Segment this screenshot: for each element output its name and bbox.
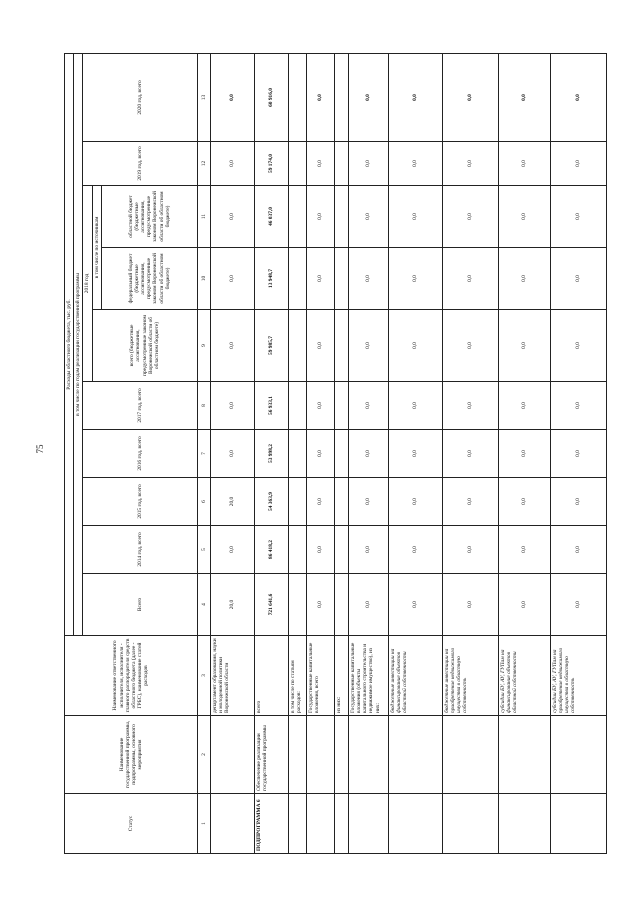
row-value: 0,0: [442, 53, 498, 141]
row-status: [498, 794, 550, 854]
row-value: 0,0: [348, 526, 388, 574]
column-index: 12: [197, 142, 210, 186]
row-value: 53 998,2: [254, 430, 288, 478]
row-value: 0,0: [550, 382, 606, 430]
row-value: 0,0: [498, 53, 550, 141]
row-value: 0,0: [550, 186, 606, 248]
row-value: 0,0: [210, 310, 254, 382]
row-value: [334, 53, 348, 141]
header-2018-regional: областной бюджет (бюджетные ассигнования, предусмотренные законом Воронежской области об областном бюджете): [101, 186, 197, 248]
row-executor: субсидии БУ, АУ, ГУПам на финансирование объектов областной собственности: [498, 636, 550, 716]
row-value: [288, 526, 306, 574]
row-value: 0,0: [388, 186, 442, 248]
row-program: [442, 716, 498, 794]
column-index: 6: [197, 478, 210, 526]
row-executor: субсидии БУ, АУ, ГУПам на приобретение недвижимого имущества в областную собственность: [550, 636, 606, 716]
header-expenses-sub: в том числе по годам реализации государственной программы: [74, 53, 83, 635]
row-executor: из них:: [334, 636, 348, 716]
row-value: 0,0: [388, 248, 442, 310]
row-value: 0,0: [498, 142, 550, 186]
row-value: [334, 430, 348, 478]
row-value: 0,0: [348, 430, 388, 478]
row-value: [288, 382, 306, 430]
row-value: [288, 478, 306, 526]
header-in-sources: в том числе по источникам: [92, 186, 101, 310]
row-executor: департамент образования, науки и молодежной политики Воронежской области: [210, 636, 254, 716]
row-value: 0,0: [306, 310, 334, 382]
header-program: Наименование государственной программы, подпрограммы, основного мероприятия: [65, 716, 198, 794]
row-value: 0,0: [348, 310, 388, 382]
row-value: 20,0: [210, 478, 254, 526]
row-status: [306, 794, 334, 854]
row-value: [288, 248, 306, 310]
row-value: 0,0: [306, 574, 334, 636]
row-value: 0,0: [442, 186, 498, 248]
table-row: [550, 53, 606, 853]
row-value: 0,0: [498, 526, 550, 574]
row-executor: бюджетные инвестиции на финансирование объектов областной собственности: [388, 636, 442, 716]
column-index: 4: [197, 574, 210, 636]
header-2018-total: всего (бюджетные ассигнования, предусмотренные законом Воронежской области об областном бюджете): [92, 310, 197, 382]
table-row: [388, 53, 442, 853]
row-value: 0,0: [388, 526, 442, 574]
row-value: 0,0: [442, 526, 498, 574]
row-value: [288, 430, 306, 478]
row-value: 0,0: [348, 186, 388, 248]
row-value: 0,0: [498, 186, 550, 248]
row-value: 0,0: [306, 186, 334, 248]
header-2020: 2020 год, всего: [83, 53, 197, 141]
row-value: 0,0: [498, 382, 550, 430]
row-executor: всего: [254, 636, 288, 716]
row-status: ПОДПРОГРАММА 6: [254, 794, 288, 854]
column-index: 9: [197, 310, 210, 382]
row-value: 0,0: [550, 142, 606, 186]
row-status: [210, 794, 254, 854]
header-status: Статус: [65, 794, 198, 854]
row-value: 0,0: [442, 430, 498, 478]
column-index: 10: [197, 248, 210, 310]
row-program: [334, 716, 348, 794]
row-program: [210, 716, 254, 794]
row-status: [388, 794, 442, 854]
row-program: Обеспечение реализации государственной программы: [254, 716, 288, 794]
column-index: 13: [197, 53, 210, 141]
row-value: 59 985,7: [254, 310, 288, 382]
table-row: [288, 53, 306, 853]
column-index: 5: [197, 526, 210, 574]
row-value: 0,0: [210, 430, 254, 478]
row-value: 0,0: [388, 382, 442, 430]
row-value: 721 641,6: [254, 574, 288, 636]
row-value: [288, 574, 306, 636]
row-value: 0,0: [306, 382, 334, 430]
row-value: 0,0: [388, 478, 442, 526]
column-index: 3: [197, 636, 210, 716]
row-value: 0,0: [306, 526, 334, 574]
table-row: [498, 53, 550, 853]
row-value: 86 418,2: [254, 526, 288, 574]
row-value: 0,0: [210, 526, 254, 574]
budget-table: [64, 53, 607, 854]
column-index: 8: [197, 382, 210, 430]
row-value: [334, 478, 348, 526]
row-value: 0,0: [388, 430, 442, 478]
row-value: 0,0: [210, 186, 254, 248]
table-row: [254, 53, 288, 853]
row-program: [306, 716, 334, 794]
row-value: [334, 142, 348, 186]
row-value: 0,0: [306, 430, 334, 478]
row-value: 59 174,0: [254, 142, 288, 186]
row-value: 0,0: [550, 53, 606, 141]
row-value: [334, 248, 348, 310]
row-executor: в том числе по статьям расходов:: [288, 636, 306, 716]
row-status: [334, 794, 348, 854]
row-value: 0,0: [210, 248, 254, 310]
table-row: [334, 53, 348, 853]
header-2017: 2017 год, всего: [83, 382, 197, 430]
row-value: 0,0: [498, 574, 550, 636]
row-value: 0,0: [498, 310, 550, 382]
row-value: [334, 382, 348, 430]
header-2014: 2014 год, всего: [83, 526, 197, 574]
row-program: [388, 716, 442, 794]
row-program: [348, 716, 388, 794]
row-value: 0,0: [348, 478, 388, 526]
header-expenses-title: Расходы областного бюджета, тыс. руб.: [65, 53, 74, 635]
header-total: Всего: [83, 574, 197, 636]
row-value: 0,0: [306, 478, 334, 526]
row-program: [550, 716, 606, 794]
row-value: [334, 310, 348, 382]
row-value: 46 037,0: [254, 186, 288, 248]
row-value: 0,0: [348, 142, 388, 186]
row-value: 56 933,1: [254, 382, 288, 430]
row-status: [442, 794, 498, 854]
table-row: [210, 53, 254, 853]
table-row: [306, 53, 334, 853]
row-value: 0,0: [348, 382, 388, 430]
row-value: [334, 186, 348, 248]
column-index: 1: [197, 794, 210, 854]
row-value: [288, 142, 306, 186]
row-value: 0,0: [550, 248, 606, 310]
row-value: 0,0: [442, 142, 498, 186]
row-value: 0,0: [306, 53, 334, 141]
row-value: 0,0: [210, 142, 254, 186]
row-value: 0,0: [388, 310, 442, 382]
row-value: 0,0: [498, 478, 550, 526]
table-row: [348, 53, 388, 853]
row-value: 0,0: [210, 382, 254, 430]
row-value: 0,0: [210, 53, 254, 141]
row-value: 13 948,7: [254, 248, 288, 310]
row-executor: бюджетные инвестиции на приобретение недвижимого имущества в областную собственность: [442, 636, 498, 716]
row-value: 0,0: [306, 248, 334, 310]
header-2015: 2015 год, всего: [83, 478, 197, 526]
column-index: 2: [197, 716, 210, 794]
row-value: 20,0: [210, 574, 254, 636]
row-program: [498, 716, 550, 794]
row-executor: Государственные капитальные вложения, всего: [306, 636, 334, 716]
row-value: 0,0: [388, 142, 442, 186]
row-value: 0,0: [550, 574, 606, 636]
row-value: 0,0: [442, 574, 498, 636]
header-executor: Наименование ответственного исполнителя, исполнителя - главного распорядителя средств областного бюджета (далее - ГРБС), наименование статей расходов: [65, 636, 198, 716]
rotated-page: [64, 54, 636, 854]
row-value: 0,0: [306, 142, 334, 186]
row-status: [348, 794, 388, 854]
row-value: 60 916,0: [254, 53, 288, 141]
row-value: [334, 574, 348, 636]
row-value: 0,0: [348, 53, 388, 141]
header-2018: 2018 год: [83, 186, 92, 382]
row-value: 0,0: [442, 310, 498, 382]
row-value: 0,0: [442, 248, 498, 310]
row-value: 0,0: [550, 310, 606, 382]
row-value: 54 363,9: [254, 478, 288, 526]
row-executor: Государственные капитальные вложения (объекты капитального строительства и недвижимое имущество), из них:: [348, 636, 388, 716]
row-status: [550, 794, 606, 854]
row-value: [288, 53, 306, 141]
column-index: 7: [197, 430, 210, 478]
table-row: [442, 53, 498, 853]
header-2016: 2016 год, всего: [83, 430, 197, 478]
row-value: 0,0: [550, 478, 606, 526]
header-2018-federal: федеральный бюджет (бюджетные ассигнования, предусмотренные законом Воронежской области об областном бюджете): [101, 248, 197, 310]
row-value: [334, 526, 348, 574]
page-number: 75: [35, 444, 45, 454]
row-value: 0,0: [442, 382, 498, 430]
column-index: 11: [197, 186, 210, 248]
row-value: [288, 310, 306, 382]
row-value: 0,0: [550, 430, 606, 478]
row-value: 0,0: [550, 526, 606, 574]
row-program: [288, 716, 306, 794]
row-value: 0,0: [348, 248, 388, 310]
row-value: 0,0: [388, 53, 442, 141]
row-value: 0,0: [442, 478, 498, 526]
row-status: [288, 794, 306, 854]
row-value: 0,0: [498, 430, 550, 478]
row-value: 0,0: [348, 574, 388, 636]
row-value: 0,0: [388, 574, 442, 636]
row-value: 0,0: [498, 248, 550, 310]
row-value: [288, 186, 306, 248]
header-2019: 2019 год, всего: [83, 142, 197, 186]
